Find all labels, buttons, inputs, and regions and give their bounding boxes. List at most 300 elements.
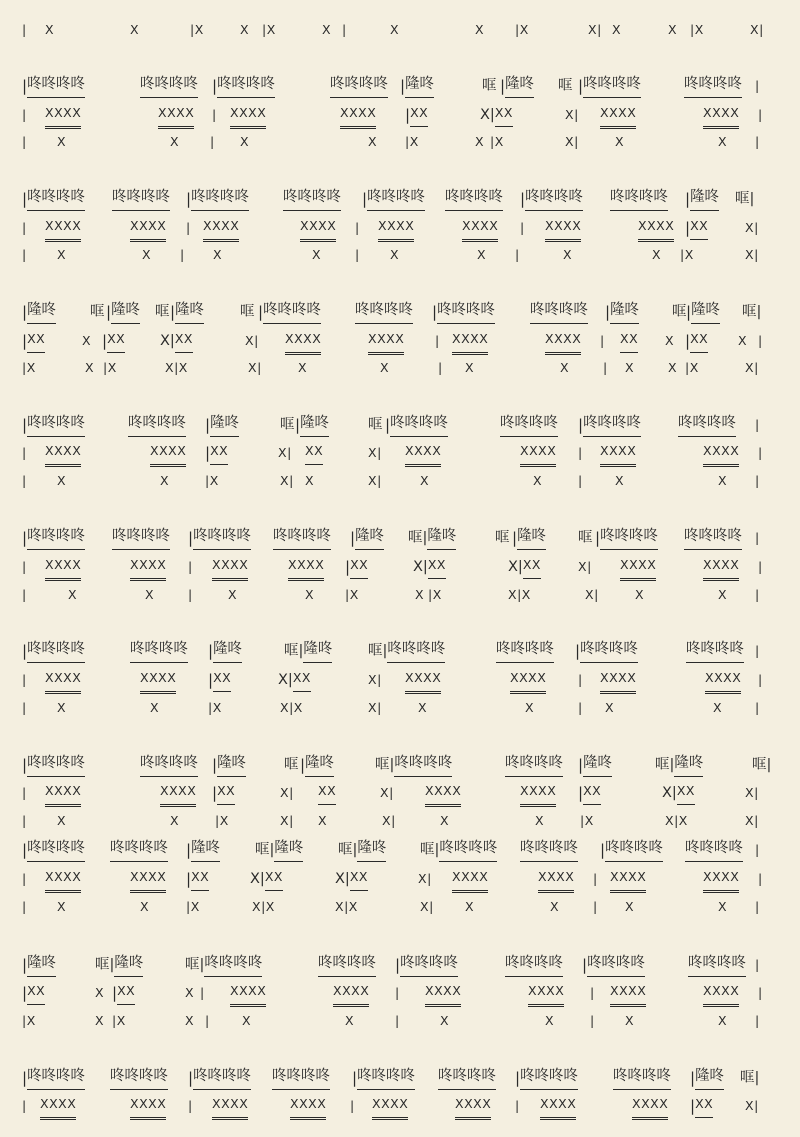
score-segment: | [22, 871, 27, 886]
score-segment: | [755, 700, 760, 715]
score-segment: 哐 [240, 304, 255, 320]
score-segment: |X [103, 360, 117, 375]
score-segment: X [390, 22, 400, 37]
score-segment: XXXX [600, 442, 636, 464]
score-segment: | [22, 445, 27, 460]
score-segment: 咚咚咚咚 [355, 301, 413, 323]
score-segment: X [533, 473, 543, 488]
score-segment: X [563, 247, 573, 262]
score-segment: X [240, 134, 250, 149]
score-segment: 咚咚咚咚 [273, 527, 331, 549]
score-line [0, 1010, 800, 1032]
score-segment: 哐| [752, 757, 772, 773]
score-line [0, 1067, 800, 1089]
score-segment: |X [345, 587, 359, 602]
score-segment: X| [750, 22, 764, 37]
score-segment: XXXX [703, 556, 739, 578]
score-segment: |隆咚 [578, 754, 612, 776]
score-segment: X [57, 899, 67, 914]
score-segment: XXXX [45, 556, 81, 578]
score-segment: | [22, 813, 27, 828]
score-segment: XXXX [520, 442, 556, 464]
score-segment: X| [280, 473, 294, 488]
score-segment: XXXX [520, 782, 556, 804]
score-segment: 咚咚咚咚 [112, 527, 170, 549]
score-segment: |咚咚咚咚 [395, 954, 458, 976]
score-segment: | [755, 134, 760, 149]
score-segment: 哐|隆咚 [408, 527, 456, 549]
score-segment: 哐 [672, 304, 687, 320]
score-segment: |咚咚咚咚 [186, 188, 249, 210]
score-segment: X| [418, 871, 432, 886]
score-segment: XXXX [45, 442, 81, 464]
score-segment: XXXX [455, 1095, 491, 1117]
score-segment: X|XX [413, 556, 446, 578]
score-segment: 咚咚咚咚 [140, 75, 198, 97]
score-segment: X| [565, 134, 579, 149]
score-segment: X [57, 700, 67, 715]
score-segment: XXXX [130, 1095, 166, 1117]
score-segment: X [240, 22, 250, 37]
score-segment: X [305, 473, 315, 488]
score-segment: | [755, 530, 760, 545]
score-segment: X| [382, 813, 396, 828]
score-segment: X [652, 247, 662, 262]
score-segment: |X [186, 899, 200, 914]
score-segment: X [380, 360, 390, 375]
score-segment: X [738, 333, 748, 348]
score-segment: | [22, 785, 27, 800]
score-line [0, 868, 800, 890]
score-line [0, 330, 800, 352]
score-segment: 哐 [482, 78, 497, 94]
score-segment: X [713, 700, 723, 715]
score-segment: XXXX [45, 868, 81, 890]
score-segment: X [418, 700, 428, 715]
score-segment: X [318, 813, 328, 828]
score-segment: X| [745, 220, 759, 235]
score-segment: | [188, 559, 193, 574]
score-segment: | [758, 559, 763, 574]
score-segment: 哐 [368, 417, 383, 433]
score-segment: | [755, 643, 760, 658]
score-segment: X [345, 1013, 355, 1028]
score-segment: XXXX [703, 104, 739, 126]
score-segment: |XX [205, 442, 228, 464]
score-segment: |咚咚咚咚 [22, 839, 85, 861]
score-line [0, 104, 800, 126]
score-line [0, 556, 800, 578]
score-segment: |咚咚咚咚 [22, 1067, 85, 1089]
score-segment: |咚咚咚咚 [595, 527, 658, 549]
score-segment: 哐 [578, 530, 593, 546]
score-segment: | [755, 587, 760, 602]
score-segment: X [130, 22, 140, 37]
score-segment: XXXX [300, 217, 336, 239]
score-segment: | [578, 473, 583, 488]
score-segment: |XX [405, 104, 428, 126]
score-segment: | [758, 445, 763, 460]
score-segment: XXXX [705, 669, 741, 691]
score-segment: 咚咚咚咚 [445, 188, 503, 210]
score-line [0, 1095, 800, 1117]
score-segment: X [242, 1013, 252, 1028]
score-segment: X [390, 247, 400, 262]
score-segment: | [438, 360, 443, 375]
score-segment: 咚咚咚咚 [684, 527, 742, 549]
score-segment: | [755, 78, 760, 93]
score-line [0, 188, 800, 210]
score-segment: |隆咚 [208, 640, 242, 662]
score-line [0, 414, 800, 436]
score-segment: |咚咚咚咚 [582, 954, 645, 976]
score-segment: X|XX [335, 868, 368, 890]
score-segment: X [477, 247, 487, 262]
score-segment: X [298, 360, 308, 375]
score-segment: XXXX [638, 217, 674, 239]
score-segment: |XX [22, 982, 45, 1004]
score-segment: | [520, 220, 525, 235]
score-segment: X| [745, 1098, 759, 1113]
score-segment: X| [745, 247, 759, 262]
score-segment: | [355, 220, 360, 235]
score-segment: |隆咚 [690, 1067, 724, 1089]
score-segment: X| [368, 672, 382, 687]
score-line [0, 584, 800, 606]
score-segment: | [22, 899, 27, 914]
score-segment: X [440, 1013, 450, 1028]
score-segment: XXXX [212, 556, 248, 578]
score-segment: | [590, 985, 595, 1000]
score-segment: X [160, 473, 170, 488]
score-segment: |隆咚 [186, 839, 220, 861]
score-segment: | [342, 22, 347, 37]
score-segment: X [82, 333, 92, 348]
score-line [0, 527, 800, 549]
score-segment: X| [420, 899, 434, 914]
score-segment: |咚咚咚咚 [22, 188, 85, 210]
score-segment: | [188, 587, 193, 602]
score-segment: |隆咚 [22, 954, 56, 976]
score-segment: XXXX [452, 868, 488, 890]
score-segment: X [525, 700, 535, 715]
score-line [0, 754, 800, 776]
score-line [0, 75, 800, 97]
score-segment: X [612, 22, 622, 37]
score-line [0, 19, 800, 41]
score-segment: XXXX [340, 104, 376, 126]
score-segment: XXXX [610, 868, 646, 890]
score-segment: |咚咚咚咚 [362, 188, 425, 210]
score-line [0, 131, 800, 153]
score-segment: |X [680, 247, 694, 262]
score-segment: XXXX [140, 669, 176, 691]
score-segment: 咚咚咚咚 [128, 414, 186, 436]
score-segment: |X [22, 1013, 36, 1028]
score-segment: X| [278, 445, 292, 460]
score-segment: |XX [685, 217, 708, 239]
score-segment: | [22, 473, 27, 488]
score-segment: | [22, 672, 27, 687]
score-line [0, 301, 800, 323]
score-segment: X [57, 134, 67, 149]
score-segment: X [718, 473, 728, 488]
score-segment: 咚咚咚咚 [438, 1067, 496, 1089]
score-segment: XXXX [130, 868, 166, 890]
score-segment: X [85, 360, 95, 375]
score-line [0, 217, 800, 239]
score-segment: |XX [208, 669, 231, 691]
score-segment: XXXX [160, 782, 196, 804]
score-segment: XX [318, 782, 336, 804]
score-segment: X [140, 899, 150, 914]
score-segment: 哐 [155, 304, 170, 320]
score-segment: |咚咚咚咚 [212, 75, 275, 97]
score-segment: X [170, 813, 180, 828]
score-segment: X [615, 473, 625, 488]
score-segment: | [590, 1013, 595, 1028]
score-segment: | [600, 333, 605, 348]
score-segment: |X [515, 22, 529, 37]
score-segment: |X [428, 587, 442, 602]
score-segment: 哐| [735, 191, 755, 207]
score-segment: | [22, 700, 27, 715]
score-segment: | [755, 1013, 760, 1028]
score-segment: X [368, 134, 378, 149]
score-segment: | [186, 220, 191, 235]
score-line [0, 896, 800, 918]
score-segment: X|XX [662, 782, 695, 804]
score-segment: | [180, 247, 185, 262]
score-segment: | [22, 22, 27, 37]
score-segment: X [312, 247, 322, 262]
score-segment: |X [690, 22, 704, 37]
score-segment: | [755, 957, 760, 972]
score-segment: XXXX [372, 1095, 408, 1117]
score-segment: X [718, 587, 728, 602]
score-segment: XXXX [45, 782, 81, 804]
score-segment: X [550, 899, 560, 914]
score-line [0, 982, 800, 1004]
score-segment: XXXX [528, 982, 564, 1004]
score-segment: X| [745, 813, 759, 828]
score-segment: |隆咚 [605, 301, 639, 323]
score-segment: 哐|咚咚咚咚 [375, 754, 452, 776]
score-segment: X|XX [480, 104, 513, 126]
score-segment: |XX [112, 982, 135, 1004]
score-segment: XXXX [405, 669, 441, 691]
score-segment: X| [368, 445, 382, 460]
score-segment: X [145, 587, 155, 602]
score-segment: |咚咚咚咚 [578, 75, 641, 97]
score-segment: X| [578, 559, 592, 574]
score-line [0, 470, 800, 492]
score-segment: X [668, 360, 678, 375]
score-segment: |XX [578, 782, 601, 804]
score-segment: |X [262, 22, 276, 37]
score-segment: 咚咚咚咚 [613, 1067, 671, 1089]
score-segment: XXXX [545, 217, 581, 239]
score-segment: X [95, 985, 105, 1000]
score-segment: 咚咚咚咚 [505, 754, 563, 776]
score-segment: XXXX [290, 1095, 326, 1117]
score-segment: |咚咚咚咚 [22, 754, 85, 776]
score-segment: XXXX [333, 982, 369, 1004]
score-line [0, 357, 800, 379]
score-segment: X| [248, 360, 262, 375]
score-segment: |XX [685, 330, 708, 352]
score-segment: X [625, 360, 635, 375]
score-segment: |隆咚 [205, 414, 239, 436]
score-segment: |XX [22, 330, 45, 352]
score-segment: 咚咚咚咚 [505, 954, 563, 976]
score-segment: |X [112, 1013, 126, 1028]
score-segment: X [185, 985, 195, 1000]
score-segment: XXXX [425, 982, 461, 1004]
score-segment: |咚咚咚咚 [578, 414, 641, 436]
score-segment: X|XX [160, 330, 193, 352]
score-segment: 咚咚咚咚 [685, 839, 743, 861]
score-segment: XXXX [150, 442, 186, 464]
score-segment: 哐| [740, 1070, 760, 1086]
score-segment: | [515, 247, 520, 262]
score-segment: 咚咚咚咚 [272, 1067, 330, 1089]
score-segment: |咚咚咚咚 [188, 1067, 251, 1089]
score-segment: X| [368, 473, 382, 488]
score-segment: X [213, 247, 223, 262]
score-segment: XXXX [620, 556, 656, 578]
score-segment: 咚咚咚咚 [330, 75, 388, 97]
score-segment: XXXX [45, 217, 81, 239]
score-line [0, 442, 800, 464]
score-segment: 咚咚咚咚 [112, 188, 170, 210]
score-segment: |隆咚 [512, 527, 546, 549]
score-segment: | [758, 333, 763, 348]
score-segment: X [605, 700, 615, 715]
score-segment: X [635, 587, 645, 602]
score-segment: 咚咚咚咚 [686, 640, 744, 662]
score-segment: 咚咚咚咚 [318, 954, 376, 976]
score-segment: X [718, 1013, 728, 1028]
score-segment: X [170, 134, 180, 149]
score-segment: XXXX [600, 104, 636, 126]
score-segment: |隆咚 [22, 301, 56, 323]
score-segment: X|X [252, 899, 275, 914]
score-segment: X [68, 587, 78, 602]
score-segment: 哐|隆咚 [255, 839, 303, 861]
score-segment: |隆咚 [500, 75, 534, 97]
score-segment: XXXX [545, 330, 581, 352]
score-segment: |X [580, 813, 594, 828]
score-segment: X [57, 247, 67, 262]
score-segment: |X [490, 134, 504, 149]
score-segment: |隆咚 [685, 188, 719, 210]
score-segment: |X [685, 360, 699, 375]
score-segment: 咚咚咚咚 [110, 1067, 168, 1089]
score-segment: |隆咚 [295, 414, 329, 436]
score-segment: X|XX [250, 868, 283, 890]
score-segment: 哐|隆咚 [95, 954, 143, 976]
score-segment: 哐|隆咚 [655, 754, 703, 776]
score-segment: 哐 [495, 530, 510, 546]
score-segment: X [228, 587, 238, 602]
score-segment: | [355, 247, 360, 262]
score-segment: |X [405, 134, 419, 149]
score-segment: | [603, 360, 608, 375]
score-segment: | [758, 985, 763, 1000]
score-segment: | [578, 700, 583, 715]
score-segment: X [57, 813, 67, 828]
score-segment: XXXX [230, 982, 266, 1004]
score-segment: |咚咚咚咚 [22, 414, 85, 436]
score-segment: XXXX [45, 104, 81, 126]
score-segment: 哐|咚咚咚咚 [185, 954, 262, 976]
score-segment: |隆咚 [350, 527, 384, 549]
score-line [0, 669, 800, 691]
score-segment: X [475, 22, 485, 37]
score-segment: |咚咚咚咚 [188, 527, 251, 549]
score-segment: 咚咚咚咚 [610, 188, 668, 210]
score-segment: X [150, 700, 160, 715]
score-segment: XXXX [510, 669, 546, 691]
score-segment: 哐| [742, 304, 762, 320]
score-segment: X|XX [508, 556, 541, 578]
score-segment: X [718, 134, 728, 149]
score-segment: | [435, 333, 440, 348]
score-segment: | [755, 842, 760, 857]
score-segment: X [142, 247, 152, 262]
score-segment: |XX [690, 1095, 713, 1117]
score-segment: | [205, 1013, 210, 1028]
score-segment: 咚咚咚咚 [496, 640, 554, 662]
score-segment: X [465, 899, 475, 914]
score-segment: XXXX [610, 982, 646, 1004]
score-segment: |咚咚咚咚 [575, 640, 638, 662]
score-segment: XXXX [538, 868, 574, 890]
score-segment: X [305, 587, 315, 602]
score-segment: |XX [102, 330, 125, 352]
score-segment: X [415, 587, 425, 602]
score-segment: X [420, 473, 430, 488]
score-segment: 咚咚咚咚 [283, 188, 341, 210]
score-line [0, 697, 800, 719]
score-segment: |隆咚 [300, 754, 334, 776]
score-segment: XXXX [703, 982, 739, 1004]
score-segment: | [593, 899, 598, 914]
score-segment: 咚咚咚咚 [130, 640, 188, 662]
score-segment: X| [585, 587, 599, 602]
score-segment: X| [245, 333, 259, 348]
score-segment: 哐|隆咚 [284, 640, 332, 662]
score-segment: | [22, 1098, 27, 1113]
score-segment: 咚咚咚咚 [520, 839, 578, 861]
score-segment: | [395, 1013, 400, 1028]
score-segment: XXXX [285, 330, 321, 352]
score-segment: 咚咚咚咚 [678, 414, 736, 436]
score-segment: X [665, 333, 675, 348]
score-segment: XXXX [703, 442, 739, 464]
score-segment: | [758, 107, 763, 122]
score-segment: |X [215, 813, 229, 828]
score-segment: |隆咚 [212, 754, 246, 776]
score-segment: 咚咚咚咚 [530, 301, 588, 323]
score-segment: 哐 [280, 417, 295, 433]
score-segment: X| [380, 785, 394, 800]
score-segment: X [625, 1013, 635, 1028]
score-segment: X| [280, 813, 294, 828]
score-line [0, 810, 800, 832]
score-segment: X|X [280, 700, 303, 715]
